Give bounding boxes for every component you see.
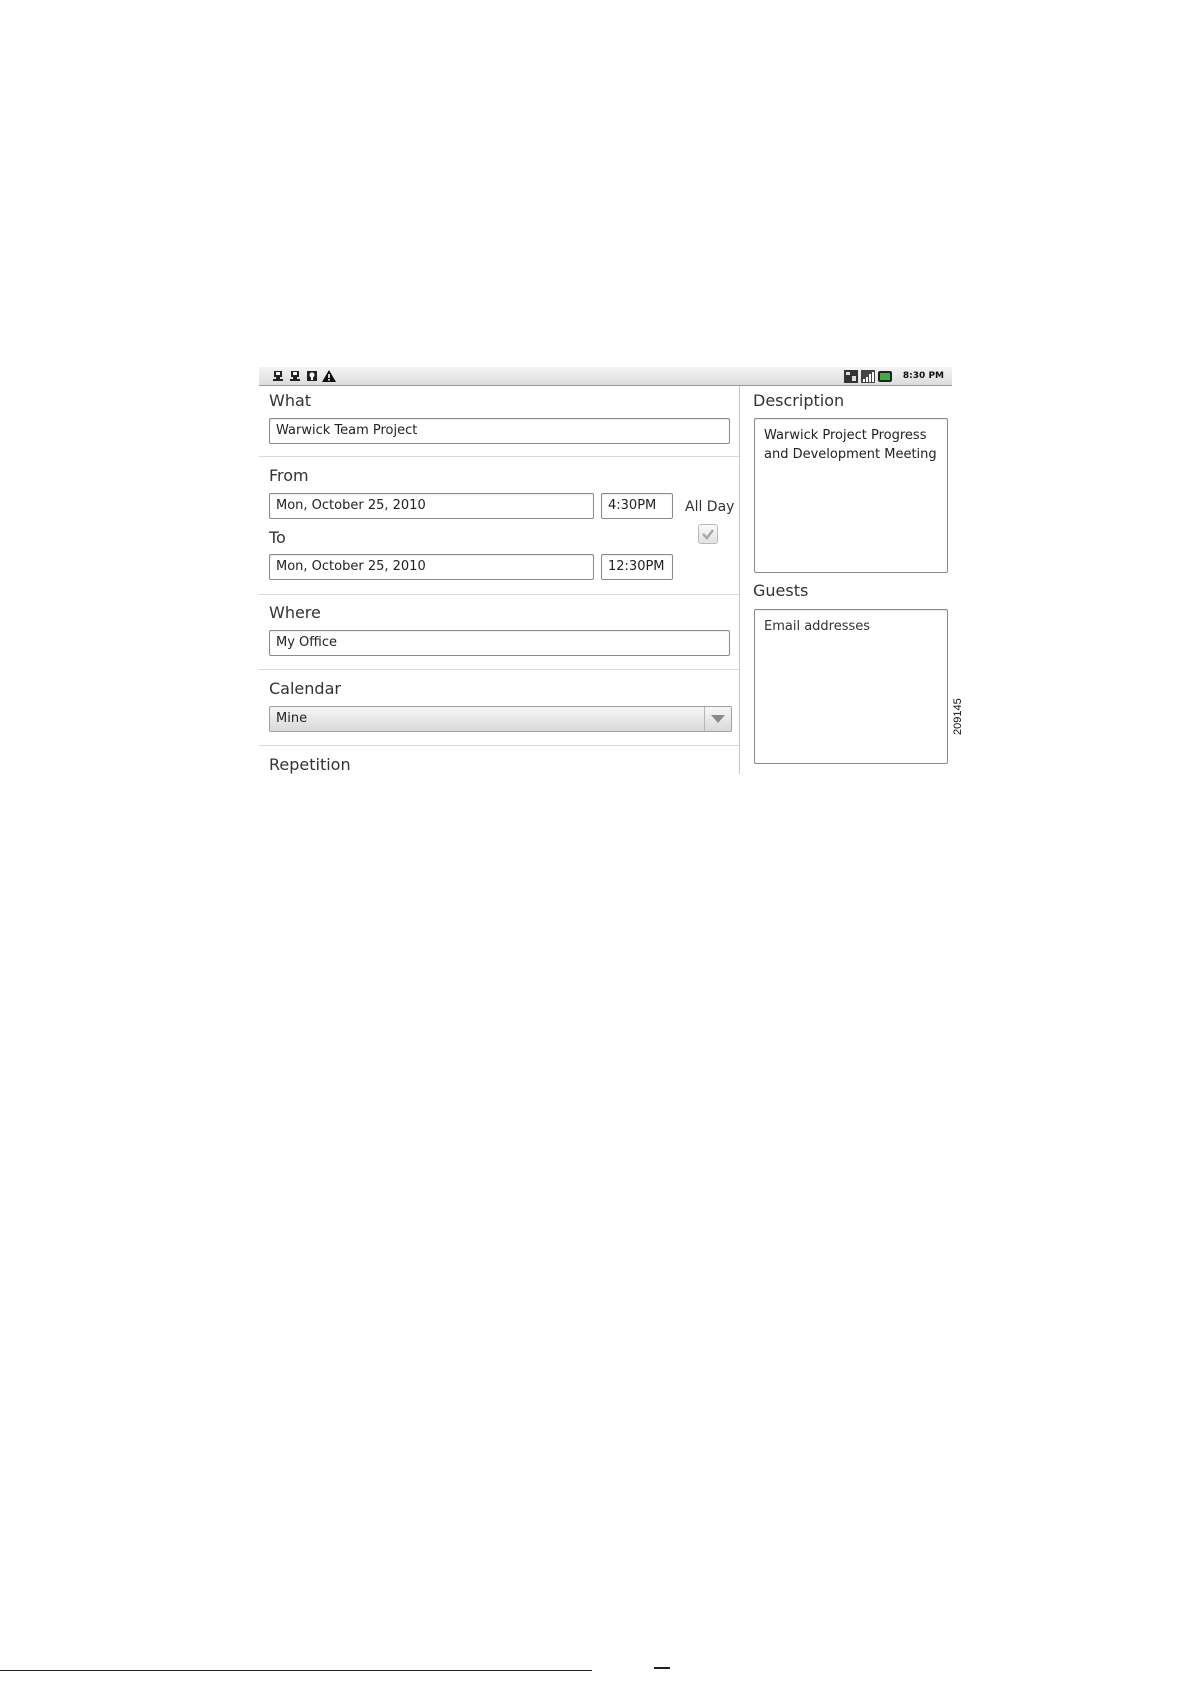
section-divider — [259, 456, 739, 457]
all-day-checkbox[interactable] — [698, 524, 718, 544]
usb-debug-icon — [288, 369, 302, 383]
warning-icon — [322, 369, 336, 383]
to-time-field[interactable]: 12:30PM — [601, 554, 673, 580]
what-input[interactable]: Warwick Team Project — [269, 418, 730, 444]
section-divider — [259, 669, 739, 670]
checkmark-icon — [701, 528, 715, 540]
android-icon — [305, 369, 319, 383]
to-date-field[interactable]: Mon, October 25, 2010 — [269, 554, 594, 580]
usb-debug-icon — [271, 369, 285, 383]
status-bar — [259, 367, 952, 386]
calendar-dropdown[interactable] — [269, 706, 732, 732]
chevron-down-icon — [704, 707, 731, 731]
network-3g-icon — [844, 369, 858, 383]
footer-mark — [654, 1667, 670, 1669]
description-textarea[interactable]: Warwick Project Progress and Development Meeting — [754, 418, 948, 573]
what-label: What — [269, 391, 312, 410]
where-input[interactable]: My Office — [269, 630, 730, 656]
guests-label: Guests — [753, 581, 809, 600]
all-day-label: All Day — [685, 499, 735, 515]
calendar-label: Calendar — [269, 679, 341, 698]
calendar-event-screen — [259, 367, 952, 774]
description-label: Description — [753, 391, 845, 410]
signal-icon — [861, 369, 875, 383]
status-time: 8:30 PM — [902, 371, 944, 381]
footer-rule — [0, 1670, 592, 1671]
where-label: Where — [269, 603, 321, 622]
notification-icons — [271, 369, 336, 383]
repetition-label: Repetition — [269, 755, 351, 774]
system-icons — [844, 369, 944, 383]
guests-textarea[interactable]: Email addresses — [754, 609, 948, 764]
from-time-field[interactable]: 4:30PM — [601, 493, 673, 519]
figure-code: 209145 — [952, 698, 964, 735]
from-date-field[interactable]: Mon, October 25, 2010 — [269, 493, 594, 519]
section-divider — [259, 594, 739, 595]
battery-icon — [878, 369, 892, 383]
calendar-selected-value: Mine — [276, 711, 308, 726]
to-label: To — [269, 528, 286, 547]
section-divider — [259, 745, 739, 746]
from-label: From — [269, 466, 309, 485]
